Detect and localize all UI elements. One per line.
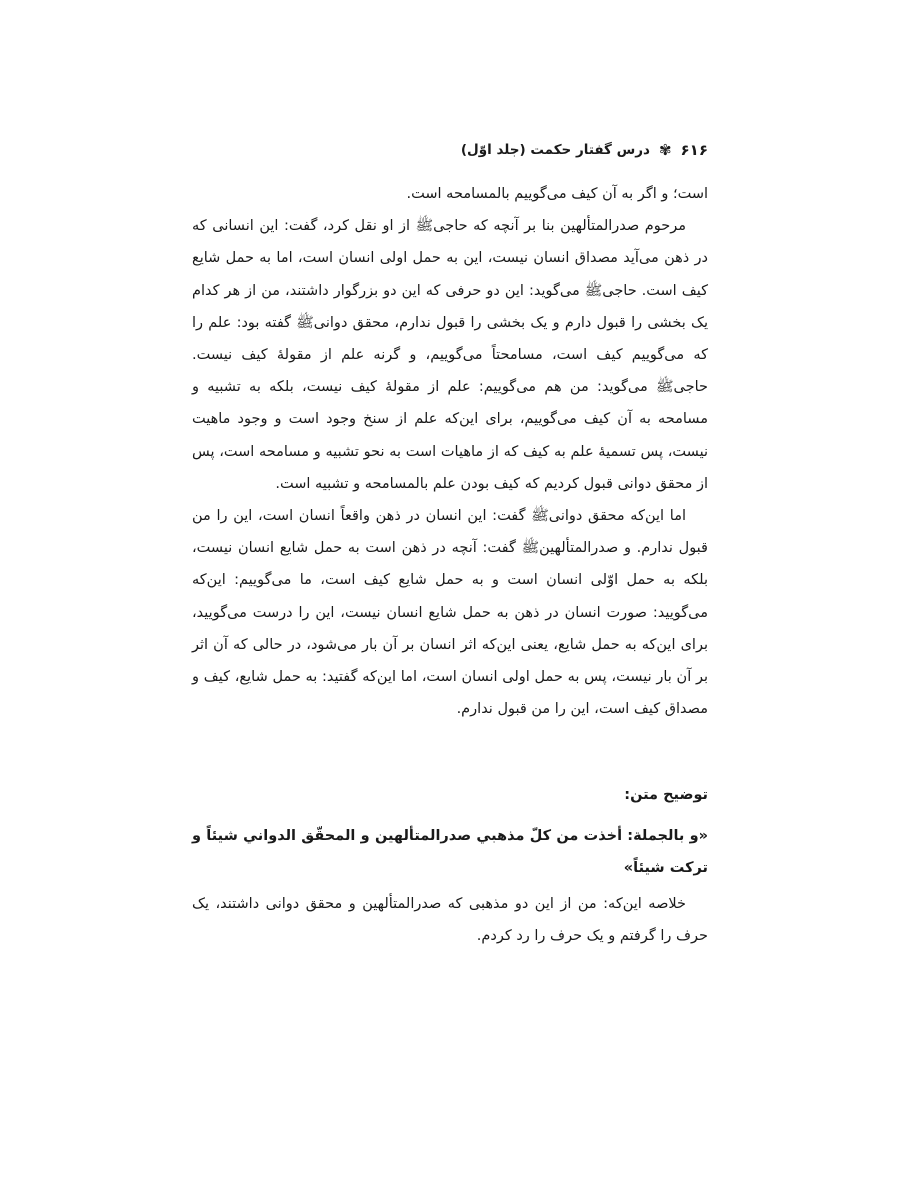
paragraph: اما این‌که محقق دوانی‌ﷺ گفت: این انسان در ذهن واقعاً انسان است، این را من قبول ندارم. و صدرالمتألهین‌ﷺ گفت: آنچه در ذهن است به حمل شایع انسان نیست، بلکه به حمل اوّلی انسان است و به حمل شایع کیف است، ما می‌گوییم: این‌که می‌گویید: صورت انسان در ذهن به حمل شایع انسان نیست، این را درست می‌گویید، برای این‌که به حمل شایع، یعنی این‌که اثر انسان بر آن بار می‌شود، در حالی که آن اثر بر آن بار نیست، پس به حمل اولی انسان است، اما این‌که گفتید: به حمل شایع، کیف و مصداق کیف است، این را من قبول ندارم. <box>192 508 708 718</box>
section-title: توضیح متن: <box>624 787 708 803</box>
flower-ornament-icon: ✾ <box>658 140 672 159</box>
page-number: ۶۱۶ <box>680 141 708 159</box>
section-heading <box>192 780 708 810</box>
arabic-quote <box>192 820 708 884</box>
main-text <box>192 178 708 725</box>
explanation-text: خلاصه این‌که: من از این دو مذهبی که صدرالمتألهین و محقق دوانی داشتند، یک حرف را گرفتم و یک حرف را رد کردم. <box>192 896 708 944</box>
book-title: درس گفتار حکمت (جلد اوّل) <box>460 142 650 158</box>
running-header <box>188 138 708 162</box>
quote-text: «و بالجملة: أخذت من کلّ مذهبي صدرالمتألهين و المحقّق الدواني شيئاً و ترکت شيئاً» <box>192 828 708 876</box>
paragraph-continuation: است؛ و اگر به آن کیف می‌گوییم بالمسامحه است. <box>406 186 708 202</box>
explanation-paragraph <box>192 888 708 952</box>
paragraph: مرحوم صدرالمتألهین بنا بر آنچه که حاجی‌ﷺ از او نقل کرد، گفت: این انسانی که در ذهن می‌آید مصداق انسان نیست، این به حمل اولی انسان است، اما به حمل شایع کیف است. حاجی‌ﷺ می‌گوید: این دو حرفی که این دو بزرگوار داشتند، من از هر کدام یک بخشی را قبول دارم و یک بخشی را قبول ندارم، محقق دوانی‌ﷺ گفته بود: علم را که می‌گوییم کیف است، مسامحتاً می‌گوییم، و گرنه علم از مقولهٔ کیف نیست. حاجی‌ﷺ می‌گوید: من هم می‌گوییم: علم از مقولهٔ کیف نیست، بلکه به تشبیه و مسامحه به آن کیف می‌گوییم، برای این‌که علم از سنخ وجود است و وجود ماهیت نیست، پس تسمیهٔ علم به کیف که از ماهیات است به نحو تشبیه و مسامحه است، پس از محقق دوانی قبول کردیم که کیف بودن علم بالمسامحه و تشبیه است. <box>192 218 708 492</box>
